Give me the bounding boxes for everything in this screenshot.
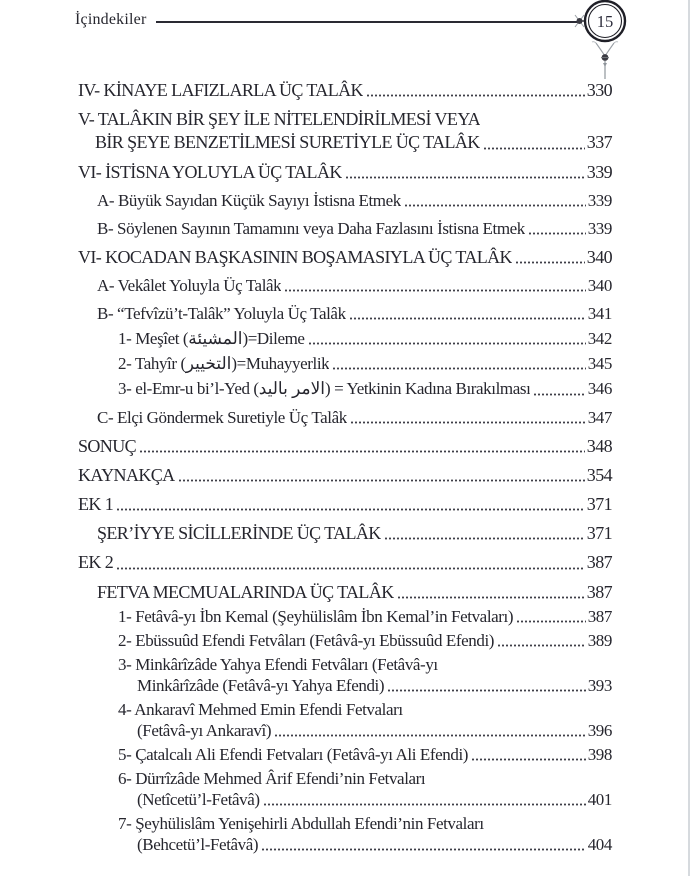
toc-page-number: 345 (587, 354, 612, 374)
page-number-badge: 15 (596, 12, 614, 31)
toc-entry (0, 790, 690, 810)
toc-page-number: 401 (587, 790, 612, 810)
toc-entry-label: 1- Meşîet (المشيئة)=Dileme (118, 329, 305, 349)
toc-page-number: 393 (587, 676, 612, 696)
toc-entry-label: Minkârîzâde (Fetâvâ-yı Yahya Efendi) (137, 676, 385, 696)
header-title: İçindekiler (75, 11, 147, 28)
toc-entry (0, 494, 690, 515)
toc-entry (0, 276, 690, 296)
toc-page-number: 387 (587, 606, 612, 626)
dotted-leader (516, 620, 586, 623)
toc-page-number: 398 (587, 745, 612, 765)
toc-page-number: 330 (586, 80, 612, 100)
toc-entry-label: EK 1 (78, 494, 114, 515)
toc-entry (0, 408, 690, 428)
toc-entry (0, 835, 690, 855)
dotted-leader (528, 232, 586, 235)
toc-entry (0, 655, 690, 675)
dotted-leader (471, 758, 586, 761)
toc-entry-label: EK 2 (78, 552, 114, 573)
toc-page-number: 348 (586, 435, 612, 456)
toc-entry (0, 607, 690, 627)
dotted-leader (404, 204, 586, 207)
toc-entry (0, 721, 690, 741)
toc-entry-label: B- “Tefvîzü’t-Talâk” Yoluyla Üç Talâk (97, 304, 346, 324)
toc-entry-label: BİR ŞEYE BENZETİLMESİ SURETİYLE ÜÇ TALÂK (95, 132, 480, 153)
toc-page-number: 371 (586, 523, 612, 544)
toc-entry-label: FETVA MECMUALARINDA ÜÇ TALÂK (97, 581, 394, 602)
toc-page-number: 371 (586, 494, 612, 515)
toc-entry-label: 3- Minkârîzâde Yahya Efendi Fetvâları (Fetâvâ-yı (118, 655, 438, 675)
toc-entry (0, 436, 690, 457)
toc-page-number: 340 (586, 247, 612, 268)
toc-page-number: 339 (587, 190, 612, 210)
toc-entry (0, 329, 690, 349)
toc-entry-label: 5- Çatalcalı Ali Efendi Fetvaları (Fetâvâ-yı Ali Efendi) (118, 745, 469, 765)
dotted-leader (261, 848, 586, 851)
toc-page-number: 339 (587, 218, 612, 238)
toc-entry (0, 769, 690, 789)
dotted-leader (349, 317, 586, 320)
toc-entry (0, 523, 690, 544)
dotted-leader (397, 596, 585, 599)
toc-entry-label: KAYNAKÇA (78, 464, 175, 485)
dotted-leader (384, 537, 585, 540)
toc-entry-label: B- Söylenen Sayının Tamamını veya Daha Fazlasını İstisna Etmek (97, 218, 525, 238)
toc-entry-label: SONUÇ (78, 435, 137, 456)
toc-entry (0, 109, 690, 130)
toc-entry-label: VI- İSTİSNA YOLUYLA ÜÇ TALÂK (78, 161, 342, 182)
toc-entry (0, 354, 690, 374)
toc-page-number: 346 (587, 379, 612, 399)
toc-entry-label: 3- el-Emr-u bi’l-Yed (الامر باليد) = Yetkinin Kadına Bırakılması (118, 379, 531, 399)
header-rule (156, 21, 582, 23)
dotted-leader (263, 803, 586, 806)
dotted-leader (350, 421, 586, 424)
toc-entry-label: ŞER’İYYE SİCİLLERİNDE ÜÇ TALÂK (97, 523, 381, 544)
toc-entry (0, 162, 690, 183)
toc-entry-label: (Fetâvâ-yı Ankaravî) (137, 721, 272, 741)
toc-entry-label: 2- Ebüssuûd Efendi Fetvâları (Fetâvâ-yı Ebüssuûd Efendi) (118, 631, 495, 650)
toc-page-number: 354 (586, 464, 612, 485)
dotted-leader (515, 261, 585, 264)
dotted-leader (274, 734, 586, 737)
toc-entry-label: VI- KOCADAN BAŞKASININ BOŞAMASIYLA ÜÇ TALÂK (78, 247, 512, 268)
toc-page-number: 387 (586, 552, 612, 573)
toc-list (0, 76, 690, 855)
toc-entry (0, 304, 690, 324)
dotted-leader (533, 393, 585, 396)
dotted-leader (345, 176, 585, 179)
dotted-leader (332, 367, 585, 370)
dotted-leader (366, 94, 585, 97)
toc-entry (0, 247, 690, 268)
toc-entry (0, 552, 690, 573)
toc-entry (0, 219, 690, 239)
toc-page-number: 341 (587, 304, 612, 324)
toc-entry-label: IV- KİNAYE LAFIZLARLA ÜÇ TALÂK (78, 80, 363, 100)
toc-entry (0, 132, 690, 153)
dotted-leader (116, 508, 585, 511)
toc-entry (0, 191, 690, 211)
toc-entry-label: V- TALÂKIN BİR ŞEY İLE NİTELENDİRİLMESİ VEYA (78, 109, 481, 130)
dotted-leader (483, 147, 585, 150)
toc-page-number: 337 (586, 132, 612, 153)
toc-entry-label: A- Vekâlet Yoluyla Üç Talâk (97, 276, 282, 296)
dotted-leader (139, 450, 585, 453)
toc-entry-label: (Behcetü’l-Fetâvâ) (137, 835, 259, 855)
toc-entry-label: 1- Fetâvâ-yı İbn Kemal (Şeyhülislâm İbn Kemal’in Fetvaları) (118, 606, 514, 626)
dotted-leader (284, 289, 585, 292)
toc-entry-label: (Netîcetü’l-Fetâvâ) (137, 790, 260, 810)
dotted-leader (178, 479, 585, 482)
page-number-ornament-icon (568, 0, 668, 84)
dotted-leader (497, 644, 586, 647)
toc-entry (0, 814, 690, 834)
page-header (0, 0, 690, 76)
toc-entry-label: 6- Dürrîzâde Mehmed Ârif Efendi’nin Fetvaları (118, 769, 426, 789)
toc-page-number: 342 (587, 329, 612, 349)
toc-page-number: 389 (587, 631, 612, 650)
toc-entry-label: 7- Şeyhülislâm Yenişehirli Abdullah Efendi’nin Fetvaları (118, 814, 484, 834)
toc-entry-label: 2- Tahyîr (التخيير)=Muhayyerlik (118, 354, 330, 374)
dotted-leader (116, 567, 585, 570)
toc-page-number: 387 (586, 581, 612, 602)
toc-entry (0, 582, 690, 603)
toc-page-number: 347 (587, 407, 612, 427)
dotted-leader (387, 689, 586, 692)
toc-entry-label: A- Büyük Sayıdan Küçük Sayıyı İstisna Etmek (97, 190, 401, 210)
toc-page-number: 404 (587, 835, 612, 855)
toc-entry (0, 745, 690, 765)
toc-page-number: 340 (587, 276, 612, 296)
toc-entry (0, 631, 690, 651)
dotted-leader (308, 342, 586, 345)
toc-entry (0, 379, 690, 399)
toc-page-number: 396 (587, 721, 612, 741)
toc-entry (0, 465, 690, 486)
toc-entry-label: 4- Ankaravî Mehmed Emin Efendi Fetvaları (118, 700, 403, 720)
toc-entry (0, 676, 690, 696)
toc-entry-label: C- Elçi Göndermek Suretiyle Üç Talâk (97, 407, 347, 427)
toc-entry (0, 700, 690, 720)
toc-page-number: 339 (586, 161, 612, 182)
